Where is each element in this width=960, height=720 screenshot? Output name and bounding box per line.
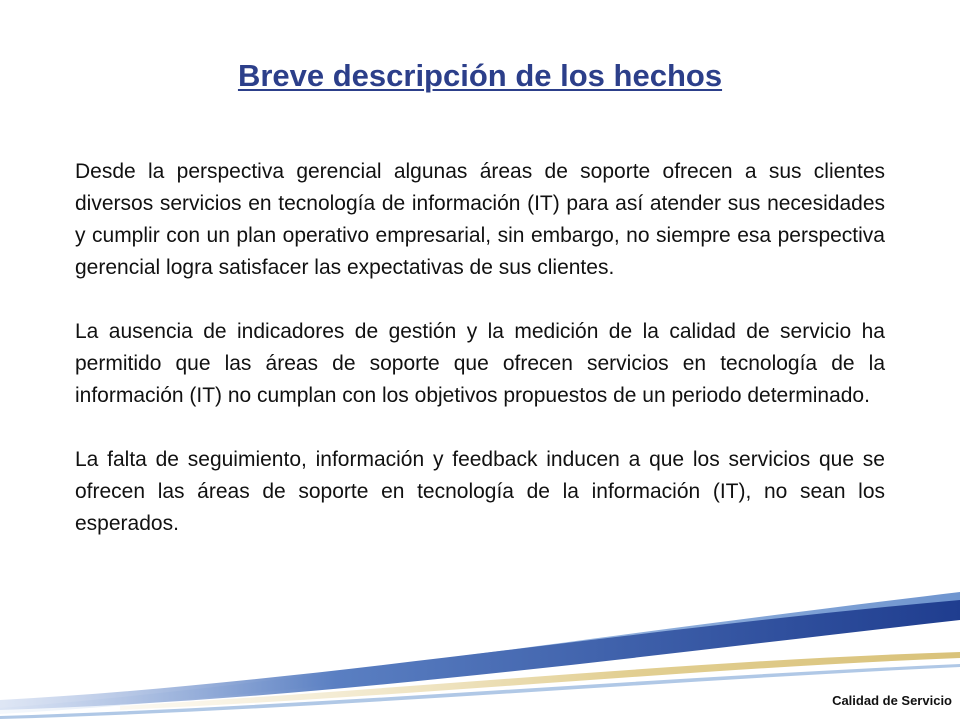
paragraph-3: La falta de seguimiento, información y feedback inducen a que los servicios que se ofrecen las áreas de soporte en tecnología de la información (IT), no sean los esperados. [75, 448, 885, 535]
slide-title [0, 58, 960, 94]
slide-title-text: Breve descripción de los hechos [237, 58, 723, 93]
slide-body [75, 156, 885, 540]
paragraph-1: Desde la perspectiva gerencial algunas áreas de soporte ofrecen a sus clientes diversos servicios en tecnología de información (IT) para así atender sus necesidades y cumplir con un plan operativo empresarial, sin embargo, no siempre esa perspectiva gerencial logra satisfacer las expectativas de sus clientes. [75, 160, 885, 279]
footer-label: Calidad de Servicio [832, 693, 952, 708]
decorative-swoosh [0, 560, 960, 720]
paragraph-2: La ausencia de indicadores de gestión y la medición de la calidad de servicio ha permitido que las áreas de soporte que ofrecen servicios en tecnología de la información (IT) no cumplan con los objetivos propuestos de un periodo determinado. [75, 320, 885, 407]
